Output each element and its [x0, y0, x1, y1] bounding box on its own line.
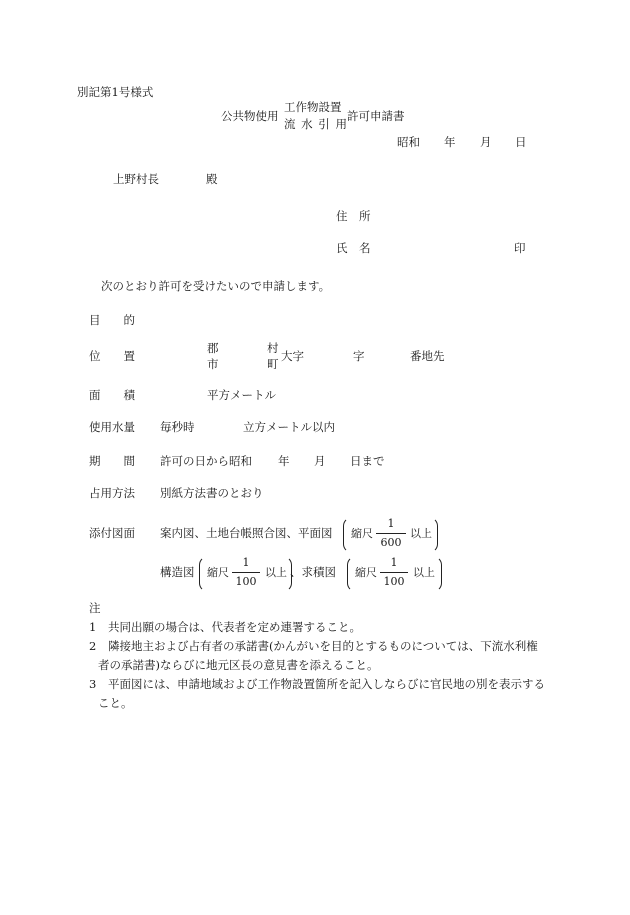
- location-machi: 町: [267, 357, 279, 371]
- note-1-text: 共同出願の場合は、代表者を定め連署すること。: [108, 620, 361, 634]
- location-mura: 村: [267, 341, 279, 355]
- scale-word: 縮尺: [351, 527, 373, 540]
- fraction-denominator: 600: [380, 536, 402, 549]
- fraction-numerator: 1: [242, 556, 250, 569]
- scale-up: 以上: [265, 566, 287, 579]
- intro-text: 次のとおり許可を受けたいので申請します。: [101, 279, 331, 293]
- location-banchi: 番地先: [410, 349, 445, 363]
- attachments-label: 添付図面: [89, 526, 135, 540]
- scale-word: 縮尺: [207, 566, 229, 579]
- date-day: 日: [515, 135, 527, 149]
- addressee-honorific: 殿: [206, 172, 218, 186]
- location-shi: 市: [207, 357, 219, 371]
- fraction-line: [376, 533, 406, 534]
- area-unit: 平方メートル: [207, 388, 276, 402]
- period-until: 日まで: [350, 454, 385, 468]
- fraction-denominator: 100: [235, 575, 257, 588]
- period-year: 年: [278, 454, 290, 468]
- period-label: 期 間: [89, 454, 135, 468]
- period-from: 許可の日から昭和: [160, 454, 252, 468]
- form-number: 別記第1号様式: [77, 85, 154, 99]
- fraction-line: [232, 572, 260, 573]
- area-label: 面 積: [89, 388, 135, 402]
- note-1-number: 1: [89, 620, 97, 634]
- date-era: 昭和: [397, 135, 420, 149]
- scale-up: 以上: [413, 566, 435, 579]
- purpose-label: 目 的: [89, 313, 135, 327]
- fraction-numerator: 1: [387, 517, 395, 530]
- water-unit: 立方メートル以内: [243, 420, 335, 434]
- scale-word: 縮尺: [355, 566, 377, 579]
- seal-mark: 印: [514, 241, 526, 255]
- scale-up: 以上: [410, 527, 432, 540]
- title-option-top: 工作物設置: [284, 100, 342, 114]
- note-3-text-line2: こと。: [98, 696, 133, 710]
- attachments-docs: 案内図、土地台帳照合図、平面図: [160, 526, 333, 540]
- note-2-text-line2: 者の承諾書)ならびに地元区長の意見書を添えること。: [98, 658, 379, 672]
- fraction-denominator: 100: [383, 575, 405, 588]
- method-value: 別紙方法書のとおり: [160, 486, 264, 500]
- period-month: 月: [314, 454, 326, 468]
- date-month: 月: [480, 135, 492, 149]
- title-prefix: 公共物使用: [221, 109, 279, 123]
- water-label: 使用水量: [89, 420, 135, 434]
- water-per: 毎秒時: [160, 420, 195, 434]
- structure-drawing: 構造図: [160, 565, 195, 579]
- address-label: 住 所: [336, 209, 371, 223]
- location-gun: 郡: [207, 341, 219, 355]
- method-label: 占用方法: [89, 486, 135, 500]
- location-label: 位 置: [89, 349, 135, 363]
- fraction-line: [380, 572, 408, 573]
- addressee-name: 上野村長: [113, 172, 159, 186]
- note-2-text-line1: 隣接地主および占有者の承諾書(かんがいを目的とするものについては、下流水利権: [108, 639, 538, 653]
- notes-heading: 注: [89, 601, 101, 615]
- location-oaza: 大字: [281, 349, 304, 363]
- note-3-number: 3: [89, 677, 97, 691]
- note-3-text-line1: 平面図には、申請地域および工作物設置箇所を記入しならびに官民地の別を表示する: [108, 677, 545, 691]
- fraction-numerator: 1: [390, 556, 398, 569]
- date-year: 年: [444, 135, 456, 149]
- location-aza: 字: [353, 349, 365, 363]
- note-2-number: 2: [89, 639, 97, 653]
- name-label: 氏 名: [336, 241, 371, 255]
- calc-drawing: 、求積図: [290, 565, 336, 579]
- title-option-bottom: 流 水 引 用: [284, 117, 348, 131]
- title-suffix: 許可申請書: [347, 109, 405, 123]
